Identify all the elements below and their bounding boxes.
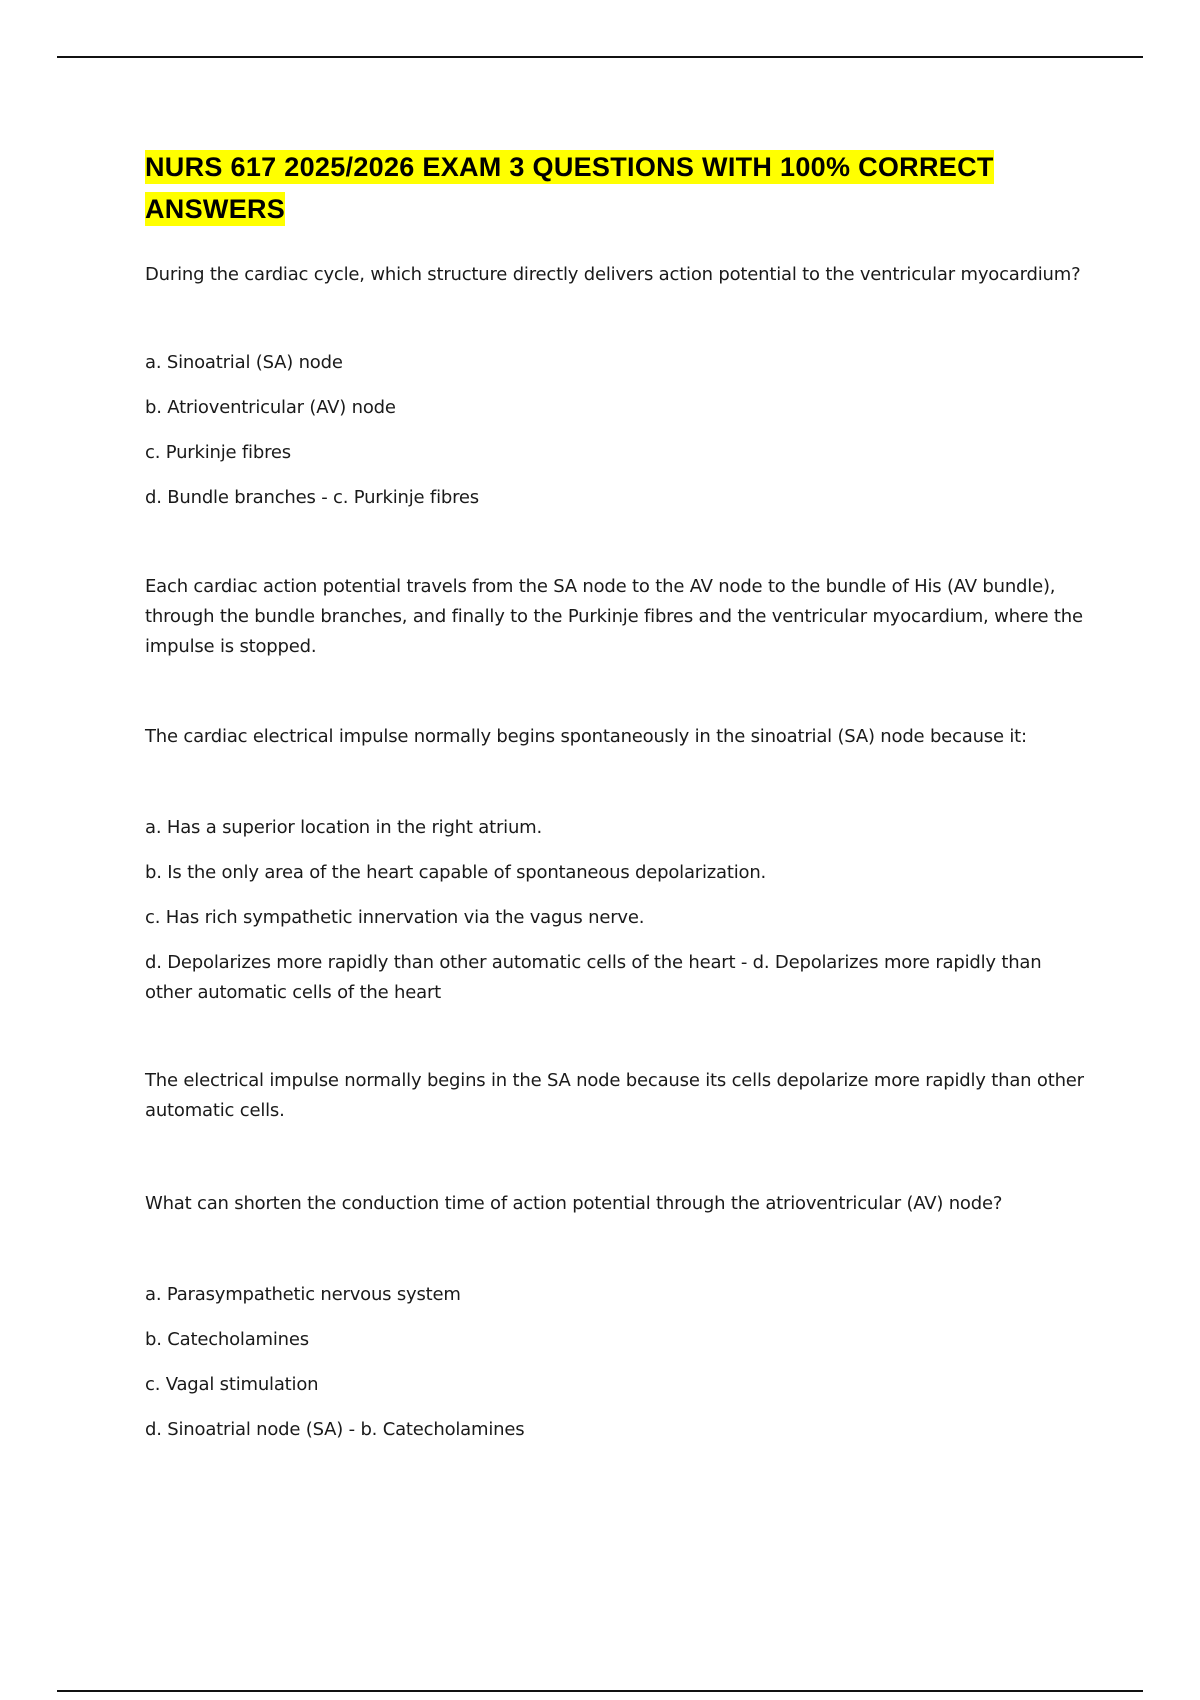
question-text: What can shorten the conduction time of action potential through the atrioventricular (AV) node?: [145, 1193, 1003, 1214]
footer-rule: [57, 1690, 1143, 1692]
title-highlight: NURS 617 2025/2026 EXAM 3 QUESTIONS WITH 100% CORRECT ANSWERS: [145, 152, 994, 224]
option-c: c. Vagal stimulation: [145, 1374, 319, 1395]
question-text: During the cardiac cycle, which structure directly delivers action potential to the ventricular myocardium?: [145, 264, 1081, 285]
option-d-answer: d. Sinoatrial node (SA) - b. Catecholamines: [145, 1419, 525, 1440]
question-block-2: [145, 722, 1085, 1126]
question-text: The cardiac electrical impulse normally begins spontaneously in the sinoatrial (SA) node because it:: [145, 726, 1027, 747]
option-d-answer: d. Depolarizes more rapidly than other automatic cells of the heart - d. Depolarizes more rapidly than other automatic cells of the heart: [145, 952, 1042, 1003]
question-block-3: [145, 1189, 1085, 1445]
option-a: a. Parasympathetic nervous system: [145, 1284, 461, 1305]
option-c: c. Purkinje fibres: [145, 442, 291, 463]
option-b: b. Atrioventricular (AV) node: [145, 397, 396, 418]
header-rule: [57, 56, 1143, 58]
explanation-text: Each cardiac action potential travels from the SA node to the AV node to the bundle of His (AV bundle), through the bundle branches, and finally to the Purkinje fibres and the ventricular myocardium, where the impulse is stopped.: [145, 576, 1083, 657]
option-a: a. Sinoatrial (SA) node: [145, 352, 343, 373]
option-b: b. Is the only area of the heart capable of spontaneous depolarization.: [145, 862, 767, 883]
option-b: b. Catecholamines: [145, 1329, 309, 1350]
document-body: [145, 146, 1085, 1460]
option-a: a. Has a superior location in the right atrium.: [145, 817, 543, 838]
explanation-text: The electrical impulse normally begins in the SA node because its cells depolarize more rapidly than other automatic cells.: [145, 1070, 1084, 1121]
option-c: c. Has rich sympathetic innervation via the vagus nerve.: [145, 907, 645, 928]
document-title: [145, 146, 1085, 230]
question-block-1: [145, 260, 1085, 662]
option-d-answer: d. Bundle branches - c. Purkinje fibres: [145, 487, 479, 508]
